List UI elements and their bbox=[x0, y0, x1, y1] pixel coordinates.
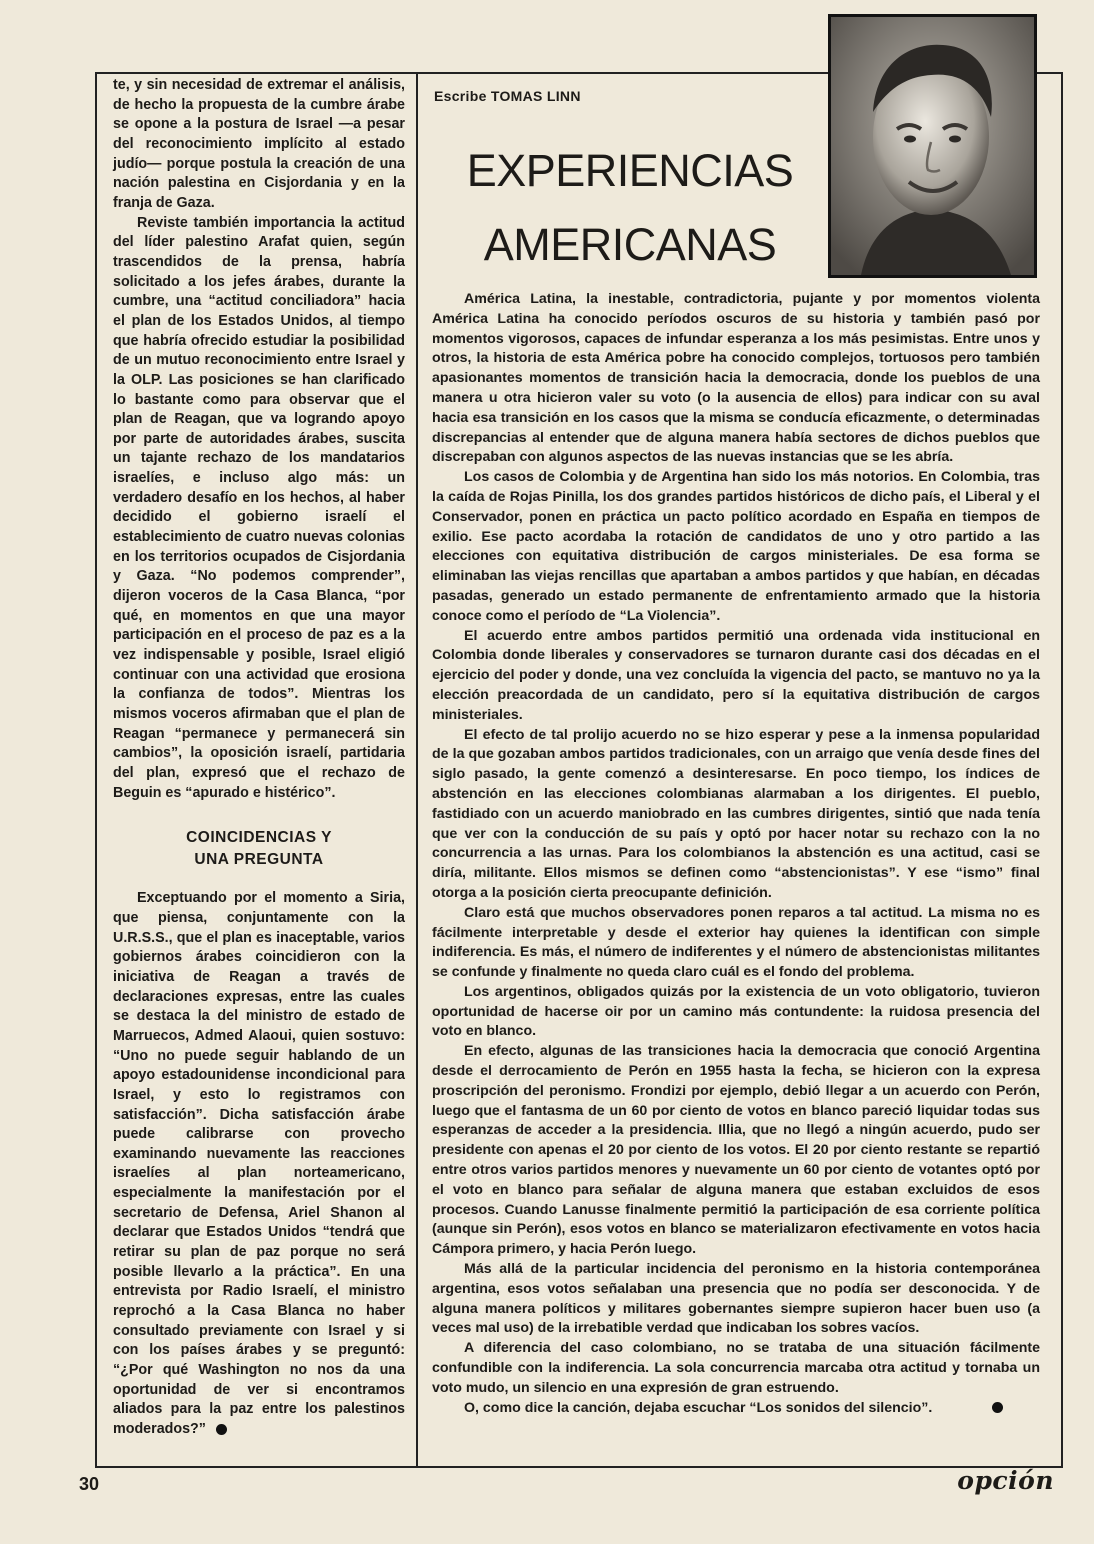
article-paragraph: En efecto, algunas de las transiciones hacia la democracia que conoció Argentina desde el derrocamiento de Perón en 1955 hasta la fecha, se hicieron con la expresa proscripción del peronismo. Frondizi por ejemplo, debió llegar a un acuerdo con Perón, luego que el fantasma de un 60 por ciento de votos en blanco pareció liquidar todas sus esperanzas de acceder a la presidencia. Illia, que no llegó a ningún acuerdo, pudo ser presidente con apenas el 20 por ciento de los votos. El 20 por ciento restante se repartió entre otros varios partidos menores y nuevamente un 60 por ciento de votantes optó por el voto en blanco para señalar de alguna manera que estaban excluidos de esos procesos. Cuando Lanusse finalmente permitió la participación de esa corriente política (aunque sin Perón), esos votos en blanco se materializaron efectivamente en votos hacia Cámpora primero, y hacia Perón luego. bbox=[432, 1043, 1040, 1258]
left-paragraph: Reviste también importancia la actitud del líder palestino Arafat quien, según trascendidos de la prensa, habría solicitado a los jefes árabes, durante la cumbre, una “actitud conciliadora” hacia el plan de los Estados Unidos, al tiempo que habría ofrecido estudiar la posibilidad de un mutuo reconocimiento entre Israel y la OLP. Las posiciones se han clarificado lo bastante como para observar que el plan de Reagan, que va logrando apoyo por parte de autoridades árabes, suscita un tajante rechazo de los mandatarios israelíes, e incluso algo más: un verdadero desafío en los hechos, al haber decidido el gobierno israelí el establecimiento de cuatro nuevas colonias en los territorios ocupados de Cisjordania y Gaza. “No podemos comprender”, dijeron voceros de la Casa Blanca, “por qué, en momentos en que una mayor participación en el proceso de paz es a la vez indispensable y posible, Israel eligió continuar con una actividad que erosiona la confianza de todos”. Mientras los mismos voceros afirmaban que el plan de Reagan “permanece y permanecerá sin cambios”, la oposición israelí, partidaria del plan, expresó que el rechazo de Beguin es “apurado e histérico”. bbox=[113, 214, 405, 801]
magazine-logo: opción bbox=[957, 1466, 1054, 1495]
byline: Escribe TOMAS LINN bbox=[434, 88, 581, 104]
title-line: AMERICANAS bbox=[483, 219, 777, 270]
right-column bbox=[432, 290, 1040, 1418]
closing-paragraph-text: Exceptuando por el momento a Siria, que piensa, conjuntamente con la U.R.S.S., que el plan es inaceptable, varios gobiernos árabes coincidieron con la iniciativa de Reagan a través de declaraciones expresas, entre las cuales se destaca la del ministro de estado de Marruecos, Admed Alaoui, quien sostuvo: “Uno no puede seguir hablando de un apoyo estadounidense incondicional para Israel, y esto lo registramos con satisfacción”. Dicha satisfacción árabe puede calibrarse con provecho examinando nuevamente las reacciones israelíes al plan norteamericano, especialmente la manifestación por el secretario de Defensa, Ariel Shanon al declarar que Estados Unidos “tendrá que retirar su plan de paz porque no será posible llevarlo a la práctica”. En una entrevista por Radio Israelí, el ministro reprochó a la Casa Blanca no haber consultado previamente con Israel y si con los países árabes y se preguntó: “¿Por qué Washington no nos da una oportunidad de ver si encontramos aliados para la paz entre los palestinos moderados?” bbox=[113, 890, 405, 1437]
left-column bbox=[113, 76, 405, 1440]
title-line: EXPERIENCIAS bbox=[466, 145, 794, 196]
end-mark-icon bbox=[992, 1402, 1003, 1413]
article-paragraph: Los argentinos, obligados quizás por la existencia de un voto obligatorio, tuvieron oportunidad de hacerse oir por un camino más contundente: la ruidosa presencia del voto en blanco. bbox=[432, 983, 1040, 1040]
article-paragraph: Los casos de Colombia y de Argentina han sido los más notorios. En Colombia, tras la caída de Rojas Pinilla, los dos grandes partidos históricos de dicho país, el Liberal y el Conservador, ponen en práctica un pacto político acordado en España en tiempos de exilio. Ese pacto acordaba la rotación de candidatos de uno y otro partido a las elecciones con equitativa distribución de cargos ministeriales. De esa forma se eliminaban las viejas rencillas que apartaban a ambos partidos y que habían, en décadas pasadas, generado un estado permanente de enfrentamiento armado que la historia conoce como el período de “La Violencia”. bbox=[432, 469, 1040, 624]
portrait-illustration bbox=[831, 17, 1034, 275]
article-paragraph: A diferencia del caso colombiano, no se trataba de una situación fácilmente confundible con la indiferencia. La sola concurrencia marcaba otra actitud y tornaba un voto mudo, un silencio en una expresión de gran estruendo. bbox=[432, 1340, 1040, 1396]
article-paragraph: Claro está que muchos observadores ponen reparos a tal actitud. La misma no es fácilmente interpretable y desde el exterior hay quienes la identifican con simple indiferencia. Es más, el número de indiferentes y el número de abstencionistas militantes se confunde y finalmente no queda claro cuál es el fondo del problema. bbox=[432, 904, 1040, 981]
article-paragraph bbox=[432, 1399, 1040, 1419]
subhead-line: UNA PREGUNTA bbox=[194, 851, 324, 869]
page-number: 30 bbox=[79, 1474, 100, 1494]
end-mark-icon bbox=[216, 1424, 227, 1435]
article-paragraph: El efecto de tal prolijo acuerdo no se hizo esperar y pese a la inmensa popularidad de la que gozaban ambos partidos tradicionales, con un arraigo que venía desde fines del siglo pasado, la gente comenzó a desinteresarse. En poco tiempo, los índices de abstención en las elecciones colombianas alarmaban a los dirigentes. El pueblo, fastidiado con un acuerdo maniobrado en las cumbres dirigentes, sintió que nada tenía que ver con la conducción de su país y optó por hacer notar su rechazo con la no concurrencia a las urnas. Para los colombianos la abstención es una actitud, casi se diría, militante. Ellos mismos se definen como “abstencionistas”. Y ese “ismo” final otorga a la posición cierta preocupante definición. bbox=[432, 726, 1040, 901]
left-paragraph bbox=[113, 889, 405, 1439]
article-paragraph: América Latina, la inestable, contradictoria, pujante y por momentos violenta América Latina ha conocido períodos oscuros de su historia y también pasó por momentos vigorosos, capaces de infundar esperanza a los más pesimistas. Entre unos y otros, la historia de esta América pobre ha conocido complejos, tortuosos pero también apasionantes momentos de transición hacia la democracia, donde los pueblos de una manera u otra hicieron valer su voto (o la ausencia de ellos) para indicar con su aval hacia esa transición en los casos que la misma se conducía eficazmente, o determinadas discrepancias al entender que de alguna manera había sectores de dichos pueblos que discrepaban con algunos aspectos de las nuevas instancias que se les abría. bbox=[432, 291, 1040, 466]
section-subhead bbox=[113, 827, 405, 871]
article-title bbox=[440, 134, 820, 282]
author-portrait-photo bbox=[828, 14, 1037, 278]
article-paragraph: El acuerdo entre ambos partidos permitió una ordenada vida institucional en Colombia donde liberales y conservadores se turnaron durante casi dos décadas en el ejercicio del poder y donde, una vez concluída la vigencia del pacto, se mantuvo no ya la elección preacordada de un candidato, pero sí la equitativa distribución de cargos ministeriales. bbox=[432, 627, 1040, 723]
column-divider bbox=[416, 72, 418, 1468]
final-line-text: O, como dice la canción, dejaba escuchar “Los sonidos del silencio”. bbox=[464, 1399, 933, 1416]
article-paragraph: Más allá de la particular incidencia del peronismo en la historia contemporánea argentina, esos votos señalaban una presencia que no podía ser desconocida. Y de alguna manera políticos y militares gobernantes siempre supieron hacer buen uso (a veces mal uso) de la irrebatible verdad que indicaban los sobres vacíos. bbox=[432, 1261, 1040, 1337]
left-paragraph: te, y sin necesidad de extremar el análisis, de hecho la propuesta de la cumbre árabe se opone a la postura de Israel —a pesar del reconocimiento implícito al estado judío— porque postula la creación de una nación palestina en Cisjordania y en la franja de Gaza. bbox=[113, 77, 405, 211]
subhead-line: COINCIDENCIAS Y bbox=[186, 829, 332, 847]
